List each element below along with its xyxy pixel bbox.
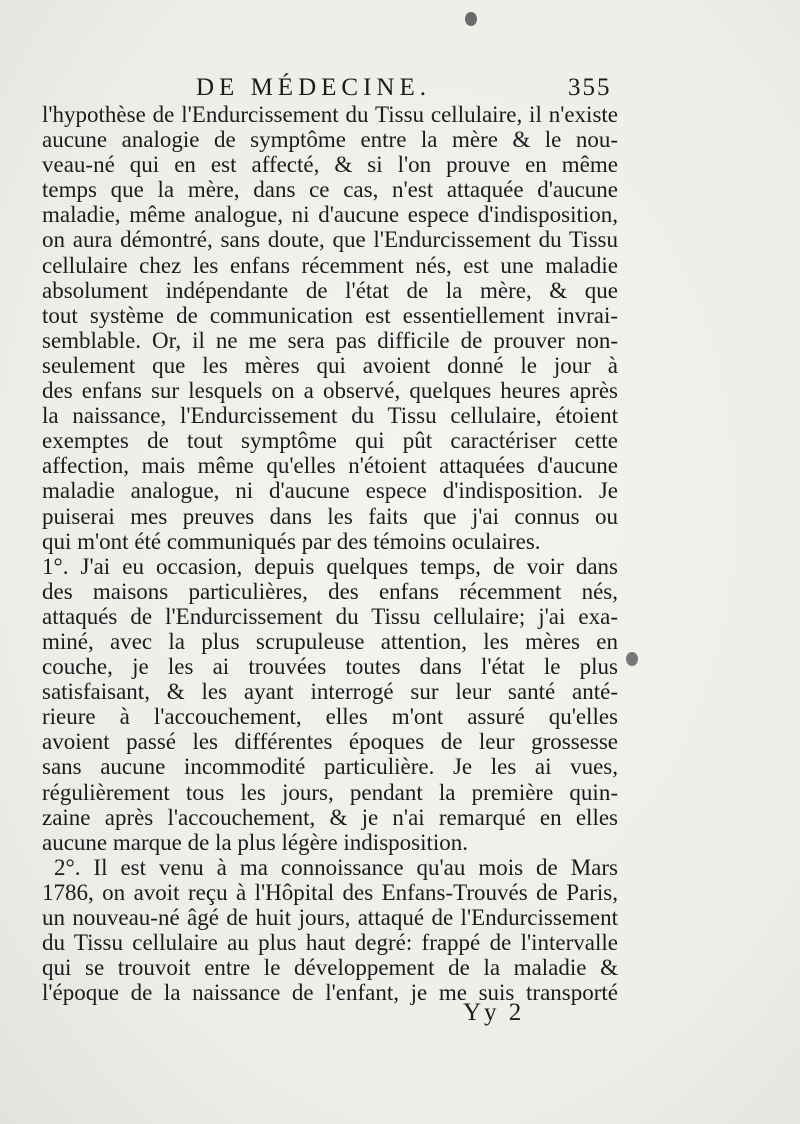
text-line: rieure à l'accouchement, elles m'ont assuré qu'elles [42, 704, 618, 730]
text-line: aucune analogie de symptôme entre la mère & le nou- [42, 127, 618, 153]
paper-speck [626, 652, 638, 666]
text-line: cellulaire chez les enfans récemment nés, est une maladie [42, 252, 618, 278]
text-line: du Tissu cellulaire au plus haut degré: frappé de l'intervalle [42, 930, 618, 956]
text-line: puiserai mes preuves dans les faits que j'ai connus ou [42, 503, 618, 529]
text-line: des maisons particulières, des enfans récemment nés, [42, 578, 618, 604]
text-line: miné, avec la plus scrupuleuse attention, les mères en [42, 628, 618, 654]
text-line: maladie analogue, ni d'aucune espece d'indisposition. Je [42, 478, 618, 504]
text-line: la naissance, l'Endurcissement du Tissu cellulaire, étoient [42, 403, 618, 429]
text-line: satisfaisant, & les ayant interrogé sur leur santé anté- [42, 679, 618, 705]
text-line: avoient passé les différentes époques de leur grossesse [42, 729, 618, 755]
body-text [42, 102, 618, 1005]
text-line: régulièrement tous les jours, pendant la première quin- [42, 779, 618, 805]
text-line: 1786, on avoit reçu à l'Hôpital des Enfans-Trouvés de Paris, [42, 879, 618, 905]
text-line: aucune marque de la plus légère indisposition. [42, 829, 469, 855]
text-line: maladie, même analogue, ni d'aucune espece d'indisposition, [42, 202, 618, 228]
text-line: semblable. Or, il ne me sera pas difficile de prouver non- [42, 327, 618, 353]
text-line: veau-né qui en est affecté, & si l'on prouve en même [42, 152, 618, 178]
text-line: seulement que les mères qui avoient donné le jour à [42, 352, 618, 378]
text-line: zaine après l'accouchement, & je n'ai remarqué en elles [42, 804, 618, 830]
running-head: DE MÉDECINE. [196, 74, 431, 101]
text-line: l'hypothèse de l'Endurcissement du Tissu cellulaire, il n'existe [42, 102, 618, 127]
text-line: attaqués de l'Endurcissement du Tissu cellulaire; j'ai exa- [42, 603, 618, 629]
text-line: couche, je les ai trouvées toutes dans l'état le plus [42, 654, 618, 680]
text-line: qui m'ont été communiqués par des témoins oculaires. [42, 528, 541, 554]
catchword: Yy 2 [463, 999, 525, 1026]
text-line: tout système de communication est essentiellement invrai- [42, 302, 618, 328]
text-line: un nouveau-né âgé de huit jours, attaqué de l'Endurcissement [42, 905, 618, 930]
text-line: affection, mais même qu'elles n'étoient attaquées d'aucune [42, 453, 618, 479]
text-line: on aura démontré, sans doute, que l'Endurcissement du Tissu [42, 227, 618, 253]
text-line: 2°. Il est venu à ma connoissance qu'au mois de Mars [54, 854, 618, 880]
text-line: sans aucune incommodité particulière. Je les ai vues, [42, 754, 618, 780]
text-line: exemptes de tout symptôme qui pût caractériser cette [42, 428, 618, 454]
text-line: 1°. J'ai eu occasion, depuis quelques temps, de voir dans [42, 553, 618, 579]
text-line: qui se trouvoit entre le développement de la maladie & [42, 955, 618, 981]
text-line: absolument indépendante de l'état de la mère, & que [42, 277, 618, 303]
text-line: l'époque de la naissance de l'enfant, je me suis transporté [42, 980, 618, 1006]
paper-speck [465, 12, 477, 26]
page-number: 355 [568, 74, 612, 101]
text-line: temps que la mère, dans ce cas, n'est attaquée d'aucune [42, 177, 618, 203]
text-line: des enfans sur lesquels on a observé, quelques heures après [42, 378, 618, 404]
